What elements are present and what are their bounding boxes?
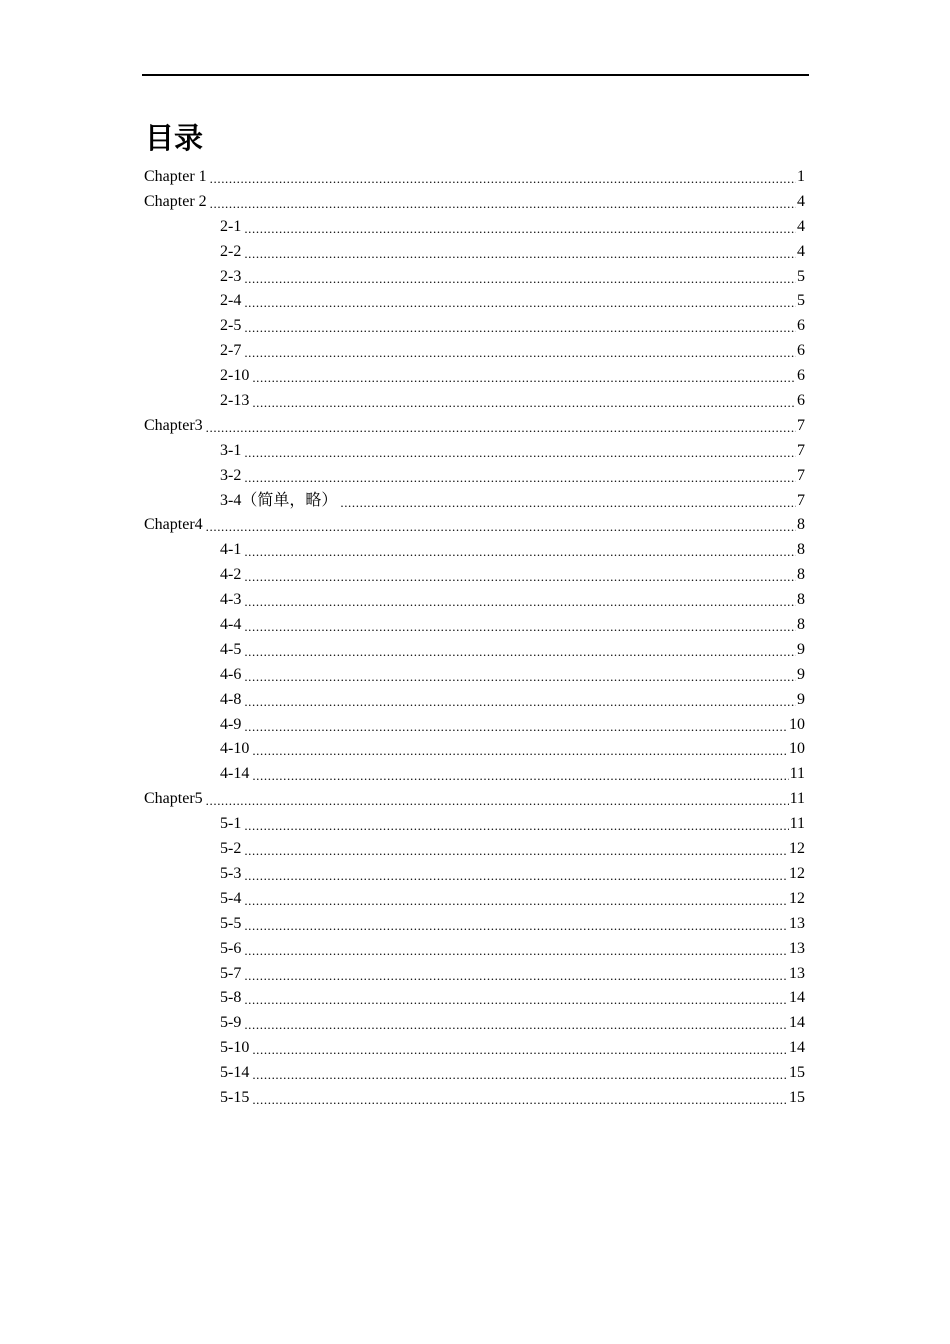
toc-entry-section[interactable] — [144, 215, 805, 240]
toc-entry-section[interactable] — [144, 1086, 805, 1111]
toc-entry-section[interactable] — [144, 762, 805, 787]
toc-entry-label: 2-10 — [220, 367, 250, 385]
toc-entry-section[interactable] — [144, 1036, 805, 1061]
toc-entry-section[interactable] — [144, 289, 805, 314]
toc-entry-chapter[interactable] — [144, 190, 805, 215]
toc-entry-section[interactable] — [144, 912, 805, 937]
dot-leader — [244, 837, 788, 862]
toc-entry-section[interactable] — [144, 1011, 805, 1036]
dot-leader — [244, 289, 796, 314]
toc-entry-label: 2-13 — [220, 392, 250, 410]
toc-entry-label: 2-7 — [220, 342, 242, 360]
toc-entry-section[interactable] — [144, 265, 805, 290]
dot-leader — [244, 613, 796, 638]
dot-leader — [244, 464, 796, 489]
toc-entry-section[interactable] — [144, 339, 805, 364]
toc-entry-page-number: 14 — [789, 1014, 805, 1032]
dot-leader — [244, 937, 788, 962]
toc-entry-page-number: 7 — [797, 441, 805, 459]
toc-entry-page-number: 11 — [789, 790, 805, 808]
toc-entry-label: 4-8 — [220, 690, 242, 708]
toc-entry-section[interactable] — [144, 887, 805, 912]
toc-entry-page-number: 6 — [797, 367, 805, 385]
toc-entry-page-number: 8 — [797, 616, 805, 634]
toc-entry-page-number: 14 — [789, 989, 805, 1007]
toc-entry-page-number: 7 — [797, 416, 805, 434]
toc-entry-section[interactable] — [144, 439, 805, 464]
toc-entry-label: Chapter3 — [144, 416, 203, 434]
toc-entry-page-number: 6 — [797, 317, 805, 335]
dot-leader — [244, 339, 796, 364]
dot-leader — [252, 762, 788, 787]
toc-entry-page-number: 10 — [789, 715, 805, 733]
toc-entry-section[interactable] — [144, 489, 805, 514]
dot-leader — [244, 688, 796, 713]
dot-leader — [252, 364, 796, 389]
toc-entry-section[interactable] — [144, 862, 805, 887]
toc-entry-page-number: 9 — [797, 690, 805, 708]
toc-list — [144, 165, 805, 1111]
toc-entry-label: 2-3 — [220, 267, 242, 285]
toc-entry-section[interactable] — [144, 1061, 805, 1086]
toc-entry-label: 5-14 — [220, 1064, 250, 1082]
toc-entry-label: 5-7 — [220, 964, 242, 982]
toc-entry-label: 5-5 — [220, 914, 242, 932]
toc-entry-page-number: 9 — [797, 665, 805, 683]
toc-entry-page-number: 7 — [797, 466, 805, 484]
toc-entry-label: 5-1 — [220, 815, 242, 833]
toc-entry-page-number: 5 — [797, 292, 805, 310]
toc-entry-section[interactable] — [144, 986, 805, 1011]
toc-entry-section[interactable] — [144, 737, 805, 762]
toc-entry-label: 2-1 — [220, 217, 242, 235]
dot-leader — [244, 215, 796, 240]
dot-leader — [210, 165, 796, 190]
toc-entry-label: 4-14 — [220, 765, 250, 783]
toc-entry-page-number: 5 — [797, 267, 805, 285]
toc-entry-chapter[interactable] — [144, 165, 805, 190]
dot-leader — [244, 638, 796, 663]
dot-leader — [206, 513, 796, 538]
dot-leader — [206, 787, 789, 812]
toc-entry-section[interactable] — [144, 937, 805, 962]
toc-entry-section[interactable] — [144, 638, 805, 663]
toc-entry-page-number: 13 — [789, 914, 805, 932]
dot-leader — [244, 563, 796, 588]
toc-entry-page-number: 6 — [797, 342, 805, 360]
toc-entry-page-number: 11 — [789, 765, 805, 783]
toc-entry-label: 4-1 — [220, 541, 242, 559]
dot-leader — [244, 265, 796, 290]
toc-entry-page-number: 4 — [797, 192, 805, 210]
toc-entry-page-number: 10 — [789, 740, 805, 758]
toc-entry-label: 2-4 — [220, 292, 242, 310]
dot-leader — [244, 812, 788, 837]
toc-entry-label: 4-3 — [220, 591, 242, 609]
toc-entry-section[interactable] — [144, 812, 805, 837]
toc-entry-label: Chapter5 — [144, 790, 203, 808]
dot-leader — [244, 912, 788, 937]
dot-leader — [244, 588, 796, 613]
toc-entry-page-number: 1 — [797, 168, 805, 185]
dot-leader — [340, 489, 796, 514]
toc-entry-page-number: 11 — [789, 815, 805, 833]
dot-leader — [244, 314, 796, 339]
toc-entry-label: 2-2 — [220, 242, 242, 260]
dot-leader — [244, 962, 788, 987]
toc-entry-page-number: 8 — [797, 516, 805, 534]
toc-entry-page-number: 13 — [789, 964, 805, 982]
dot-leader — [244, 439, 796, 464]
toc-entry-section[interactable] — [144, 314, 805, 339]
toc-entry-section[interactable] — [144, 364, 805, 389]
toc-entry-label: 3-2 — [220, 466, 242, 484]
toc-entry-section[interactable] — [144, 464, 805, 489]
dot-leader — [252, 1061, 788, 1086]
toc-entry-label: 2-5 — [220, 317, 242, 335]
dot-leader — [244, 713, 788, 738]
toc-entry-page-number: 13 — [789, 939, 805, 957]
toc-entry-label: 4-2 — [220, 566, 242, 584]
dot-leader — [244, 862, 788, 887]
dot-leader — [244, 887, 788, 912]
toc-entry-section[interactable] — [144, 588, 805, 613]
toc-entry-page-number: 8 — [797, 566, 805, 584]
toc-entry-section[interactable] — [144, 240, 805, 265]
dot-leader — [244, 538, 796, 563]
toc-entry-label: 5-8 — [220, 989, 242, 1007]
toc-entry-label: 5-9 — [220, 1014, 242, 1032]
toc-entry-page-number: 8 — [797, 541, 805, 559]
dot-leader — [252, 1036, 788, 1061]
toc-entry-label: 5-10 — [220, 1039, 250, 1057]
dot-leader — [244, 986, 788, 1011]
toc-entry-page-number: 7 — [797, 491, 805, 509]
toc-entry-section[interactable] — [144, 389, 805, 414]
toc-entry-page-number: 15 — [789, 1088, 805, 1106]
toc-entry-page-number: 12 — [789, 864, 805, 882]
toc-entry-label: 5-6 — [220, 939, 242, 957]
toc-entry-page-number: 15 — [789, 1064, 805, 1082]
toc-entry-label: Chapter4 — [144, 516, 203, 534]
dot-leader — [244, 663, 796, 688]
toc-entry-section[interactable] — [144, 613, 805, 638]
dot-leader — [244, 1011, 788, 1036]
toc-entry-label: 4-6 — [220, 665, 242, 683]
dot-leader — [252, 389, 796, 414]
toc-entry-page-number: 14 — [789, 1039, 805, 1057]
toc-entry-section[interactable] — [144, 962, 805, 987]
toc-entry-label: 4-10 — [220, 740, 250, 758]
toc-entry-label: Chapter 2 — [144, 192, 207, 210]
toc-entry-page-number: 8 — [797, 591, 805, 609]
toc-entry-page-number: 9 — [797, 640, 805, 658]
toc-entry-page-number: 4 — [797, 242, 805, 260]
toc-entry-page-number: 12 — [789, 840, 805, 858]
toc-entry-label: 5-3 — [220, 864, 242, 882]
toc-entry-label: 3-1 — [220, 441, 242, 459]
toc-entry-label: 3-4（简单，略） — [220, 491, 338, 509]
toc-entry-section[interactable] — [144, 688, 805, 713]
toc-entry-label: 5-15 — [220, 1088, 250, 1106]
toc-entry-chapter[interactable] — [144, 513, 805, 538]
toc-entry-chapter[interactable] — [144, 787, 805, 812]
toc-entry-section[interactable] — [144, 837, 805, 862]
dot-leader — [252, 1086, 788, 1111]
toc-entry-label: 4-4 — [220, 616, 242, 634]
toc-entry-label: 4-9 — [220, 715, 242, 733]
dot-leader — [244, 240, 796, 265]
toc-entry-section[interactable] — [144, 713, 805, 738]
toc-entry-label: 4-5 — [220, 640, 242, 658]
toc-entry-section[interactable] — [144, 538, 805, 563]
dot-leader — [206, 414, 796, 439]
toc-entry-page-number: 4 — [797, 217, 805, 235]
toc-entry-page-number: 6 — [797, 392, 805, 410]
header-rule — [142, 74, 809, 76]
toc-title: 目录 — [145, 121, 204, 155]
toc-entry-label: 5-4 — [220, 889, 242, 907]
toc-entry-label: 5-2 — [220, 840, 242, 858]
toc-entry-section[interactable] — [144, 563, 805, 588]
toc-entry-section[interactable] — [144, 663, 805, 688]
dot-leader — [252, 737, 788, 762]
toc-entry-chapter[interactable] — [144, 414, 805, 439]
toc-entry-label: Chapter 1 — [144, 168, 207, 185]
toc-entry-page-number: 12 — [789, 889, 805, 907]
dot-leader — [210, 190, 796, 215]
